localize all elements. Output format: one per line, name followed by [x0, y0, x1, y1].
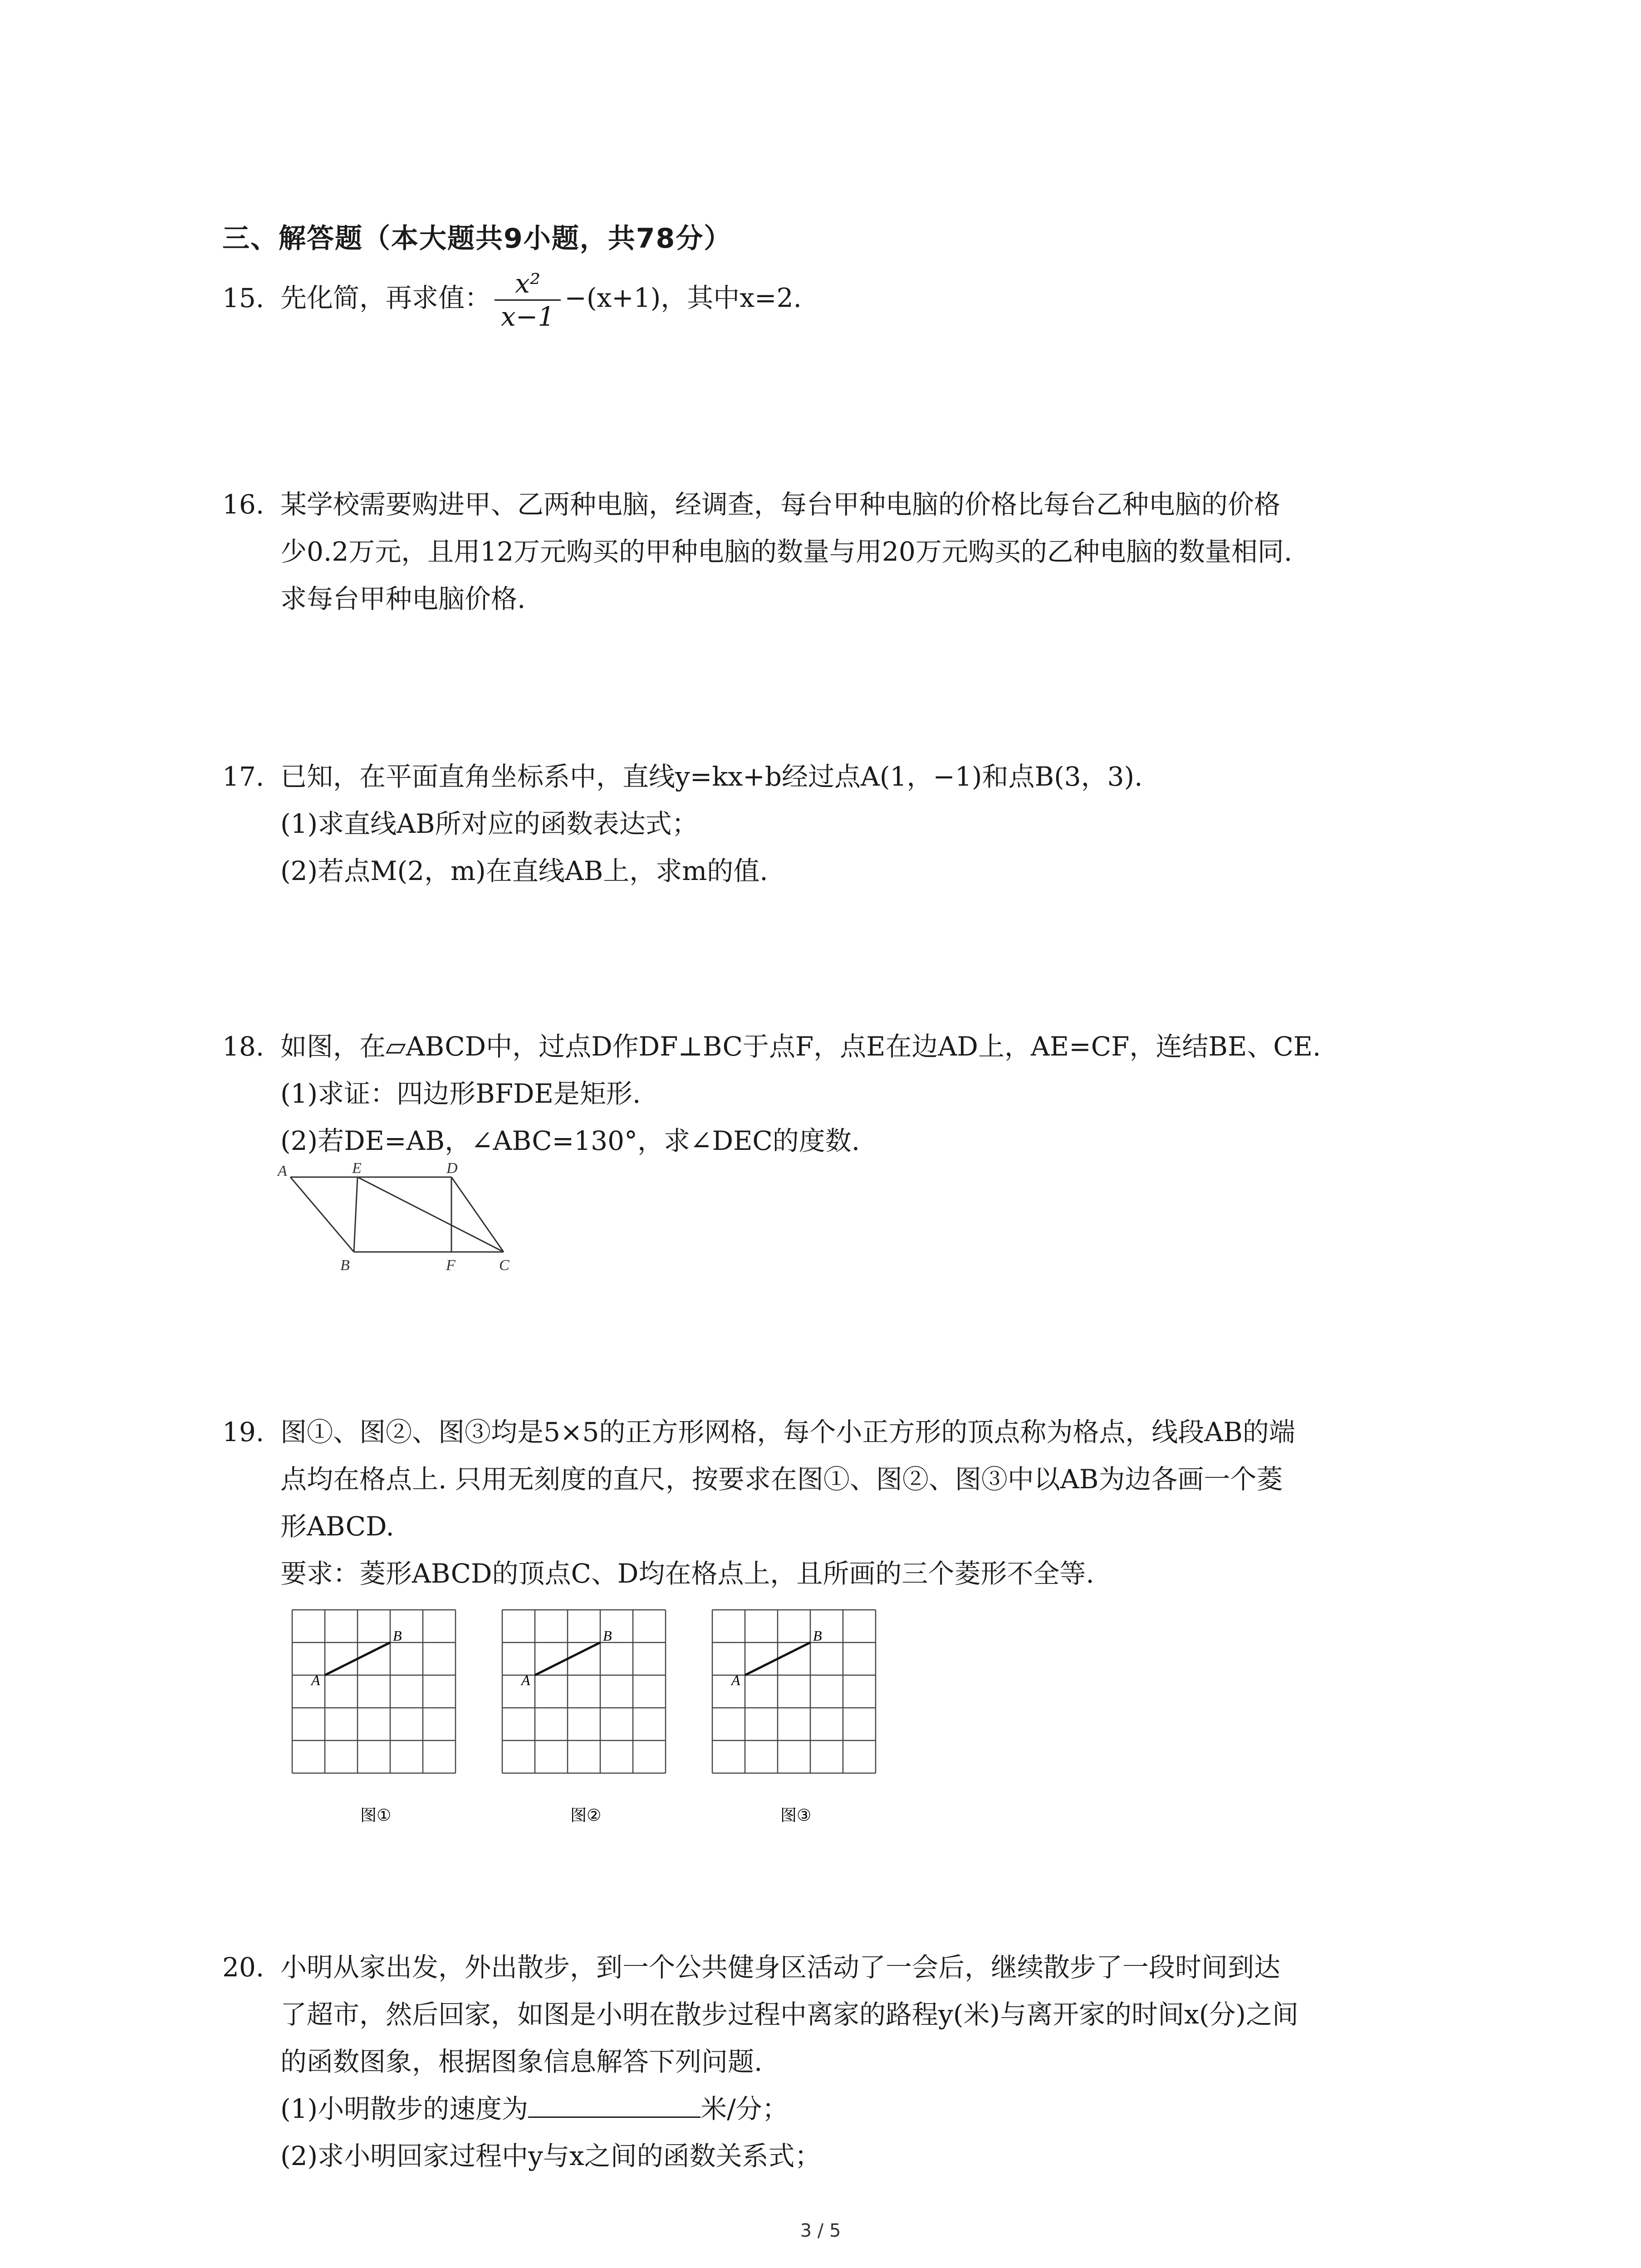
q20-sub-1: [222, 2085, 1447, 2132]
q18-sub-2: (2)若DE=AB，∠ABC=130°，求∠DEC的度数.: [280, 1125, 860, 1156]
edge-ab: [290, 1177, 354, 1252]
label-f: F: [446, 1257, 456, 1274]
q15-suffix: −(x+1)，其中x=2.: [564, 282, 802, 313]
q18-line-1: 如图，在▱ABCD中，过点D作DF⊥BC于点F，点E在边AD上，AE=CF，连结BE、CE.: [280, 1031, 1321, 1062]
question-20: [222, 1944, 1447, 2180]
point-b-label: B: [393, 1628, 402, 1644]
point-a-label: A: [731, 1672, 740, 1688]
q15-fraction: [495, 268, 561, 332]
q20-line-2: 了超市，然后回家，如图是小明在散步过程中离家的路程y(米)与离开家的时间x(分)之间: [280, 1999, 1298, 2030]
parallelogram-figure: [272, 1161, 526, 1279]
q16-number: 16.: [222, 489, 265, 520]
q19-line-1: 图①、图②、图③均是5×5的正方形网格，每个小正方形的顶点称为格点，线段AB的端: [280, 1417, 1295, 1447]
q17-number: 17.: [222, 761, 265, 792]
question-18: [222, 1023, 1447, 1164]
edge-dc: [451, 1177, 504, 1252]
label-e: E: [352, 1161, 362, 1177]
label-a: A: [278, 1163, 287, 1179]
segment-be: [354, 1177, 358, 1252]
q17-sub-1: (1)求直线AB所对应的函数表达式；: [280, 808, 698, 839]
q18-sub-1: (1)求证：四边形BFDE是矩形.: [280, 1078, 641, 1109]
q19-number: 19.: [222, 1417, 265, 1447]
label-c: C: [499, 1257, 509, 1274]
grid-caption: 图①: [360, 1806, 392, 1825]
q15-numerator: x²: [515, 268, 541, 299]
point-a-label: A: [521, 1672, 530, 1688]
point-b-label: B: [813, 1628, 822, 1644]
q20-number: 20.: [222, 1952, 265, 1983]
question-16: [222, 481, 1447, 622]
point-b-label: B: [603, 1628, 612, 1644]
grid-caption: 图③: [780, 1806, 812, 1825]
answer-blank[interactable]: [528, 2091, 700, 2118]
q19-line-2: 点均在格点上. 只用无刻度的直尺，按要求在图①、图②、图③中以AB为边各画一个菱: [280, 1464, 1283, 1495]
segment-ec: [358, 1177, 504, 1252]
q16-line-2: 少0.2万元，且用12万元购买的甲种电脑的数量与用20万元购买的乙种电脑的数量相同.: [280, 536, 1293, 567]
q19-requirement: 要求：菱形ABCD的顶点C、D均在格点上，且所画的三个菱形不全等.: [280, 1558, 1094, 1589]
q16-line-1: 某学校需要购进甲、乙两种电脑，经调查，每台甲种电脑的价格比每台乙种电脑的价格: [280, 489, 1281, 520]
question-15: [222, 268, 1447, 332]
q19-line-3: 形ABCD.: [280, 1511, 394, 1542]
q20-sub-1-suffix: 米/分；: [700, 2093, 789, 2124]
grid-caption: 图②: [570, 1806, 602, 1825]
label-b: B: [340, 1257, 350, 1274]
q16-line-3: 求每台甲种电脑价格.: [280, 583, 526, 614]
section-title: 三、解答题（本大题共9小题，共78分）: [222, 223, 732, 254]
grid-figure-2: [500, 1608, 682, 1830]
point-a-label: A: [311, 1672, 320, 1688]
page-number: 3 / 5: [800, 2220, 841, 2241]
label-d: D: [446, 1161, 458, 1177]
q20-line-3: 的函数图象，根据图象信息解答下列问题.: [280, 2046, 763, 2077]
q15-denominator: x−1: [501, 301, 555, 332]
q20-line-1: 小明从家出发，外出散步，到一个公共健身区活动了一会后，继续散步了一段时间到达: [280, 1952, 1281, 1983]
grid-figure-3: [710, 1608, 892, 1830]
q15-prefix: 先化简，再求值：: [280, 282, 491, 313]
question-17: [222, 753, 1447, 894]
q18-number: 18.: [222, 1031, 265, 1062]
q20-sub-1-prefix: (1)小明散步的速度为: [280, 2093, 529, 2124]
q15-line: [222, 268, 1447, 332]
q17-line-1: 已知，在平面直角坐标系中，直线y=kx+b经过点A(1，−1)和点B(3，3).: [280, 761, 1143, 792]
q15-number: 15.: [222, 282, 265, 313]
q17-sub-2: (2)若点M(2，m)在直线AB上，求m的值.: [280, 855, 768, 886]
question-19: [222, 1408, 1447, 1597]
q20-sub-2: (2)求小明回家过程中y与x之间的函数关系式；: [280, 2141, 821, 2171]
grid-figure-1: [290, 1608, 472, 1830]
